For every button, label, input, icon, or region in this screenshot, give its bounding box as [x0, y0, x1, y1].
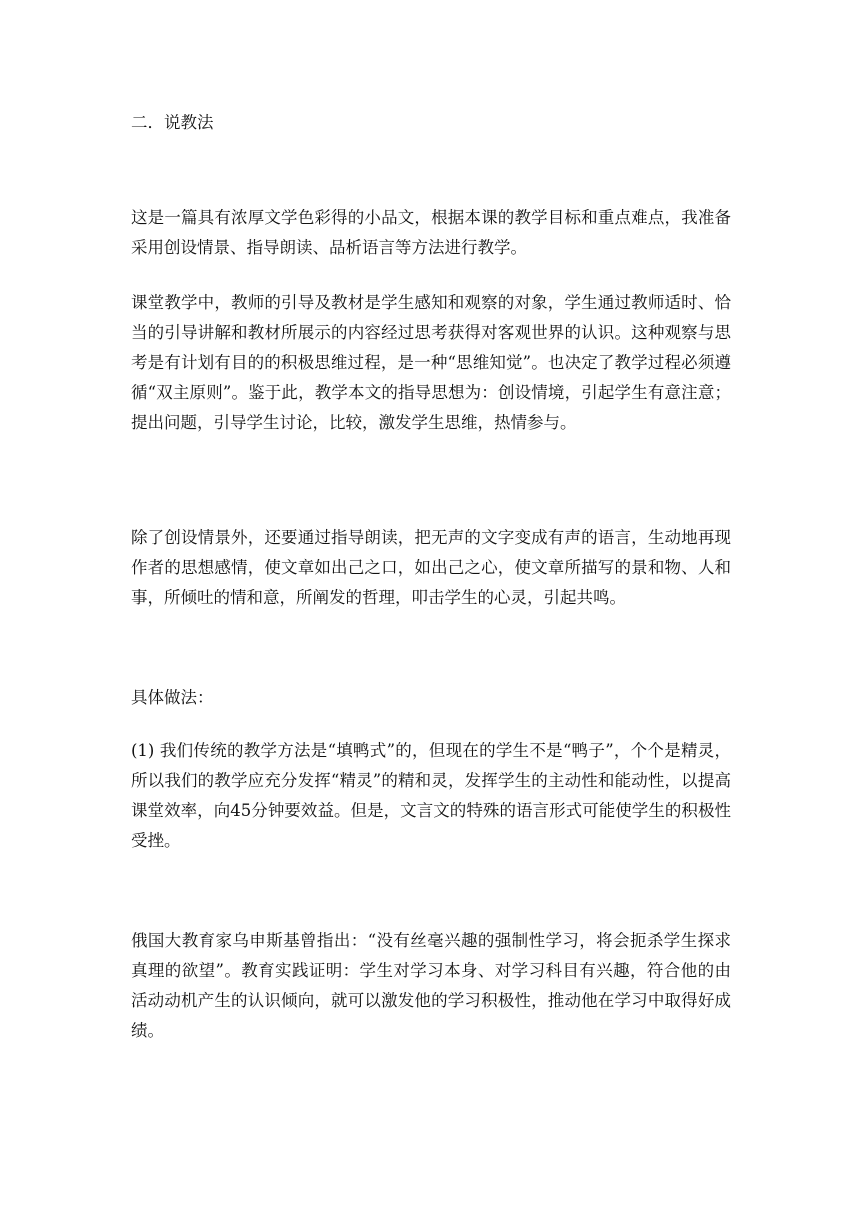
- paragraph-specific-methods-label: 具体做法：: [131, 688, 214, 707]
- paragraph-classroom-teaching: 课堂教学中，教师的引导及教材是学生感知和观察的对象，学生通过教师适时、恰当的引导讲解和教材所展示的内容经过思考获得对客观世界的认识。这种观察与思考是有计划有目的的积极思维过程，是一种“思维知觉”。也决定了教学过程必须遵循“双主原则”。鉴于此，教学本文的指导思想为：创设情境，引起学生有意注意；提出问题，引导学生讨论，比较，激发学生思维，热情参与。: [131, 293, 731, 432]
- section-heading: 二．说教法: [131, 113, 214, 132]
- paragraph-quote-ushinsky: 俄国大教育家乌申斯基曾指出：“没有丝毫兴趣的强制性学习，将会扼杀学生探求真理的欲望”。教育实践证明：学生对学习本身、对学习科目有兴趣，符合他的由活动动机产生的认识倾向，就可以激发他的学习积极性，推动他在学习中取得好成绩。: [131, 931, 731, 1040]
- paragraph-intro: 这是一篇具有浓厚文学色彩得的小品文，根据本课的教学目标和重点难点，我准备采用创设情景、指导朗读、品析语言等方法进行教学。: [131, 208, 731, 257]
- paragraph-guided-reading: 除了创设情景外，还要通过指导朗读，把无声的文字变成有声的语言，生动地再现作者的思想感情，使文章如出己之口，如出己之心，使文章所描写的景和物、人和事，所倾吐的情和意，所阐发的哲理，叩击学生的心灵，引起共鸣。: [131, 528, 731, 607]
- paragraph-method-1: (1) 我们传统的教学方法是“填鸭式”的，但现在的学生不是“鸭子”，个个是精灵，所以我们的教学应充分发挥“精灵”的精和灵，发挥学生的主动性和能动性，以提高课堂效率，向45分钟要效益。但是，文言文的特殊的语言形式可能使学生的积极性受挫。: [131, 741, 731, 850]
